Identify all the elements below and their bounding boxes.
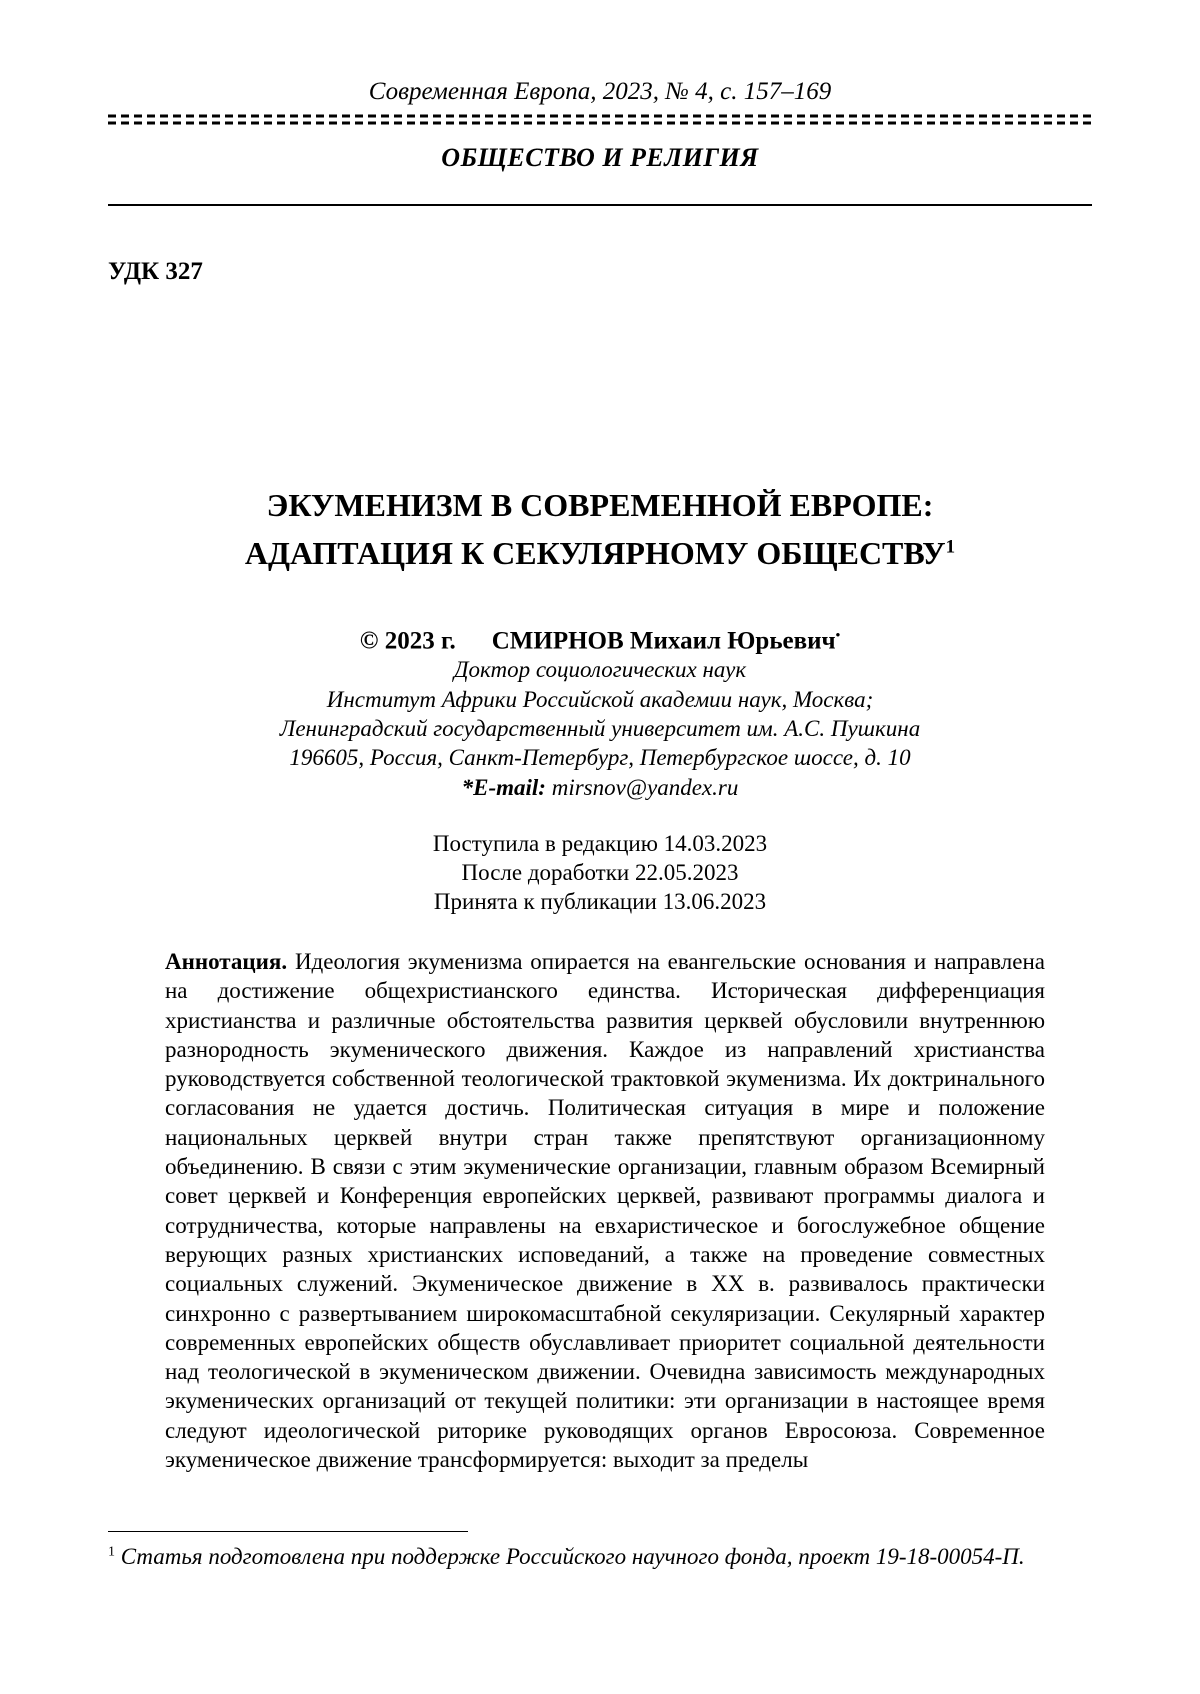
- article-title-line1: ЭКУМЕНИЗМ В СОВРЕМЕННОЙ ЕВРОПЕ:: [266, 487, 934, 523]
- double-dash-divider: [108, 114, 1092, 126]
- abstract-text: Идеология экуменизма опирается на евангельские основания и направлена на достижение общехристианского единства. Историческая дифференциация христианства и различные обстоятельства развития церквей обусловили внутреннюю разнородность экуменического движения. Каждое из направлений христианства руководствуется собственной теологической трактовкой экуменизма. Их доктринального согласования не удается достичь. Политическая ситуация в мире и положение национальных церквей внутри стран также препятствуют организационному объединению. В связи с этим экуменические организации, главным образом Всемирный совет церквей и Конференция европейских церквей, развивают программы диалога и сотрудничества, которые направлены на евхаристическое и богослужебное общение верующих разных христианских исповеданий, а также на проведение совместных социальных служений. Экуменическое движение в XX в. развивалось практически синхронно с развертыванием широкомасштабной секуляризации. Секулярный характер современных европейских обществ обуславливает приоритет социальной деятельности над теологической в экуменическом движении. Очевидна зависимость международных экуменических организаций от текущей политики: эти организации в настоящее время следуют идеологической риторике руководящих органов Евросоюза. Современное экуменическое движение трансформируется: выходит за пределы: [165, 949, 1045, 1473]
- author-line: [0, 627, 1200, 655]
- footnote-marker: 1: [108, 1544, 115, 1560]
- author-degree: Доктор социологических наук: [453, 657, 747, 682]
- section-heading: ОБЩЕСТВО И РЕЛИГИЯ: [441, 143, 759, 172]
- abstract-label: Аннотация.: [165, 949, 288, 974]
- author-marker: •: [835, 627, 841, 642]
- copyright-year: © 2023 г.: [359, 627, 456, 655]
- author-email-line: [0, 775, 1200, 801]
- date-received: Поступила в редакцию 14.03.2023: [432, 831, 768, 856]
- author-affiliation-2: Ленинградский государственный университет им. А.С. Пушкина: [279, 716, 921, 741]
- author-name: СМИРНОВ Михаил Юрьевич: [491, 627, 836, 655]
- author-address: 196605, Россия, Санкт-Петербург, Петербургское шоссе, д. 10: [289, 745, 911, 770]
- email-label: *E-mail:: [461, 775, 546, 800]
- author-email[interactable]: mirsnov@yandex.ru: [551, 775, 739, 800]
- journal-citation: Современная Европа, 2023, № 4, с. 157–169: [368, 78, 832, 105]
- header-rule: [108, 204, 1092, 206]
- article-title-line2-text: АДАПТАЦИЯ К СЕКУЛЯРНОМУ ОБЩЕСТВУ: [244, 535, 946, 571]
- date-revised: После доработки 22.05.2023: [461, 860, 739, 885]
- footnote-text: Статья подготовлена при поддержке Российского научного фонда, проект 19-18-00054-П.: [120, 1544, 1025, 1569]
- date-accepted: Принята к публикации 13.06.2023: [433, 889, 767, 914]
- title-footnote-marker[interactable]: 1: [945, 536, 956, 558]
- article-title-line2: [0, 535, 1200, 572]
- footnote-rule: [108, 1531, 468, 1532]
- footnote: [108, 1544, 1108, 1570]
- author-affiliation-1: Институт Африки Российской академии наук, Москва;: [326, 687, 874, 712]
- udk-code: УДК 327: [108, 258, 203, 285]
- abstract-paragraph: [165, 947, 1045, 1474]
